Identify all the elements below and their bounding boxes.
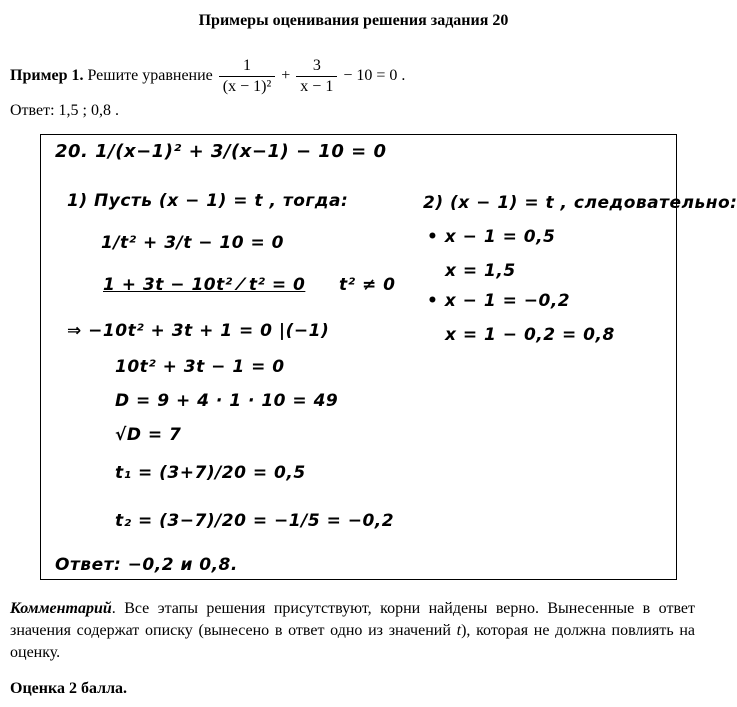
solution-line: t₁ = (3+7)/20 = 0,5 — [115, 463, 306, 483]
solution-line: √D = 7 — [115, 425, 182, 445]
comment-label: Комментарий — [10, 600, 112, 617]
solution-line: x = 1 − 0,2 = 0,8 — [445, 325, 615, 345]
answer-label: Ответ: — [10, 102, 55, 119]
comment-text-end: ), которая не должна повлиять на оценку. — [10, 622, 695, 661]
fraction-2-numerator: 3 — [296, 56, 337, 77]
fraction-1-denominator: (x − 1)² — [222, 78, 272, 95]
fraction-2 — [296, 56, 337, 97]
fraction-1-numerator: 1 — [219, 56, 275, 77]
solution-answer-line: Ответ: −0,2 и 0,8. — [55, 555, 238, 575]
solution-line: 1/t² + 3/t − 10 = 0 — [101, 233, 285, 253]
handwritten-solution-scan — [40, 134, 737, 580]
solution-line: 20. 1/(x−1)² + 3/(x−1) − 10 = 0 — [55, 141, 387, 162]
solution-line: x = 1,5 — [445, 261, 516, 281]
solution-line: • x − 1 = −0,2 — [427, 291, 571, 311]
comment-variable: t — [456, 622, 462, 639]
page-title: Примеры оценивания решения задания 20 — [198, 12, 509, 29]
answer-value: 1,5 ; 0,8 . — [58, 102, 119, 119]
solution-line: ⇒ −10t² + 3t + 1 = 0 |(−1) — [67, 321, 330, 341]
fraction-1 — [219, 56, 275, 97]
grade-line: Оценка 2 балла. — [10, 680, 128, 697]
example-label: Пример 1. — [10, 67, 84, 85]
solution-line: t₂ = (3−7)/20 = −1/5 = −0,2 — [115, 511, 395, 531]
solution-line: 1 + 3t − 10t² ⁄ t² = 0 — [103, 275, 306, 295]
solution-line: 2) (x − 1) = t , следовательно: — [423, 193, 737, 213]
comment-paragraph — [10, 598, 695, 664]
solution-line: 1) Пусть (x − 1) = t , тогда: — [67, 191, 349, 211]
task-statement — [10, 56, 405, 97]
solution-line: D = 9 + 4 · 1 · 10 = 49 — [115, 391, 339, 411]
equation-tail: − 10 = 0 . — [343, 67, 406, 85]
solution-line: 10t² + 3t − 1 = 0 — [115, 357, 285, 377]
solution-line: • x − 1 = 0,5 — [427, 227, 556, 247]
fraction-2-denominator: x − 1 — [300, 78, 334, 95]
comment-text: . Все этапы решения присутствуют, корни найдены верно. Вынесенные в ответ значения содержат описку (вынесено в ответ одно из значений — [10, 600, 695, 639]
answer-line — [10, 102, 119, 120]
solution-line: t² ≠ 0 — [339, 275, 396, 295]
task-text: Решите уравнение — [87, 67, 213, 85]
plus-sign: + — [281, 67, 291, 85]
